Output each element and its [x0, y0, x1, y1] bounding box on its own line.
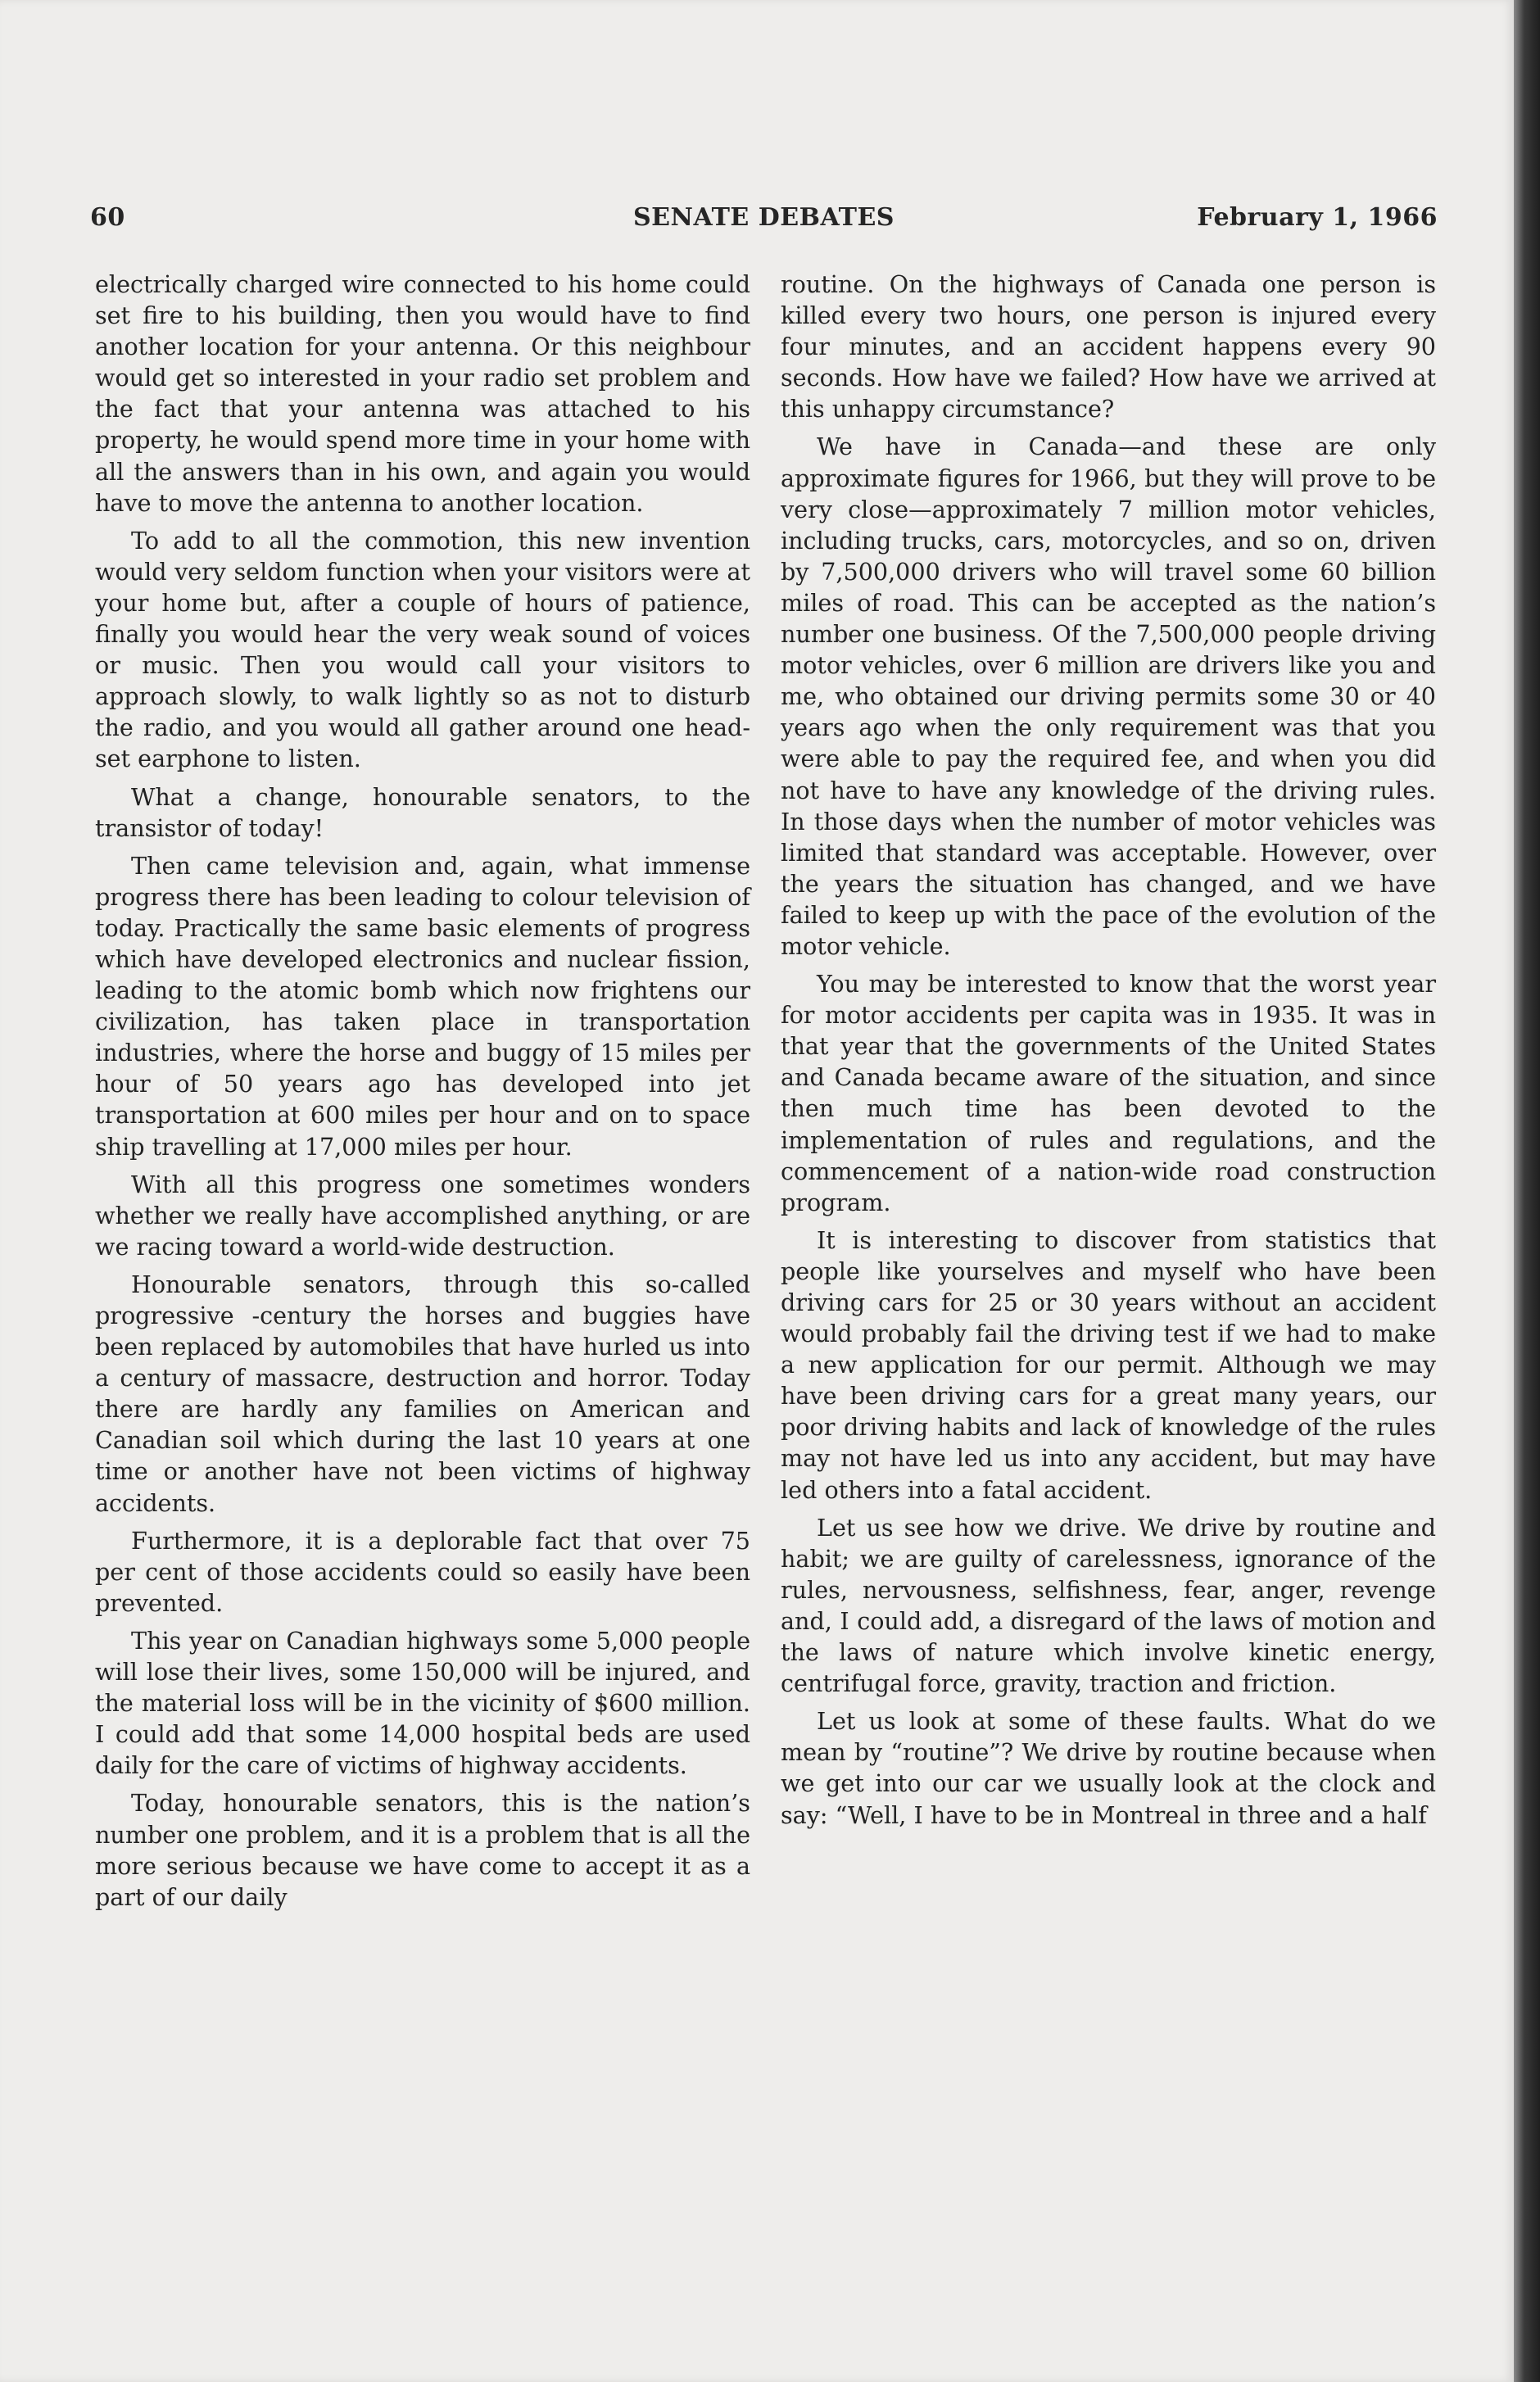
paragraph: This year on Canadian highways some 5,000 people will lose their lives, some 150,000 will be injured, and the material loss will be in the vicinity of $600 million. I could add that some 14,000 hospital beds are used daily for the care of victims of highway accidents.	[95, 1626, 750, 1780]
right-column	[781, 269, 1436, 1831]
paragraph: Furthermore, it is a deplorable fact that over 75 per cent of those accidents could so easily have been prevented.	[95, 1526, 750, 1617]
paragraph: routine. On the highways of Canada one person is killed every two hours, one person is injured every four minutes, and an accident happens every 90 seconds. How have we failed? How have we arrived at this unhappy circumstance?	[781, 270, 1436, 423]
publication-title: SENATE DEBATES	[633, 203, 895, 232]
page-number: 60	[90, 203, 125, 232]
binding-edge	[1514, 0, 1540, 2382]
page-header	[90, 203, 1438, 236]
left-column	[95, 269, 750, 1913]
paragraph: You may be interested to know that the worst year for motor accidents per capita was in 1935. It was in that year that the governments of the United States and Canada became aware of the situation, and since then much time has been devoted to the implementation of rules and regulations, and the commencement of a nation-wide road construction program.	[781, 970, 1436, 1216]
paragraph: electrically charged wire connected to his home could set fire to his building, then you would have to find another location for your antenna. Or this neighbour would get so interested in your radio set problem and the fact that your antenna was attached to his property, he would spend more time in your home with all the answers than in his own, and again you would have to move the antenna to another location.	[95, 270, 750, 517]
paragraph: Let us look at some of these faults. What do we mean by “routine”? We drive by routine because when we get into our car we usually look at the clock and say: “Well, I have to be in Montreal in three and a half	[781, 1707, 1436, 1829]
paragraph: Let us see how we drive. We drive by routine and habit; we are guilty of carelessness, ignorance of the rules, nervousness, selfishness, fear, anger, revenge and, I could add, a disregard of the laws of motion and the laws of nature which involve kinetic energy, centrifugal force, gravity, traction and friction.	[781, 1513, 1436, 1698]
paragraph: What a change, honourable senators, to the transistor of today!	[95, 782, 750, 842]
publication-date: February 1, 1966	[1197, 203, 1438, 232]
paragraph: With all this progress one sometimes wonders whether we really have accomplished anything, or are we racing toward a world-wide destruction.	[95, 1170, 750, 1261]
paragraph: Honourable senators, through this so-called progressive -century the horses and buggies have been replaced by automobiles that have hurled us into a century of massacre, destruction and horror. Today there are hardly any families on American and Canadian soil which during the last 10 years at one time or another have not been victims of highway accidents.	[95, 1270, 750, 1517]
paragraph: Then came television and, again, what immense progress there has been leading to colour television of today. Practically the same basic elements of progress which have developed electronics and nuclear fission, leading to the atomic bomb which now frightens our civilization, has taken place in transportation industries, where the horse and buggy of 15 miles per hour of 50 years ago has developed into jet transportation at 600 miles per hour and on to space ship travelling at 17,000 miles per hour.	[95, 851, 750, 1161]
paragraph: It is interesting to discover from statistics that people like yourselves and myself who have been driving cars for 25 or 30 years without an accident would probably fail the driving test if we had to make a new application for our permit. Although we may have been driving cars for a great many years, our poor driving habits and lack of knowledge of the rules may not have led us into any accident, but may have led others into a fatal accident.	[781, 1225, 1436, 1504]
paragraph: We have in Canada—and these are only approximate figures for 1966, but they will prove to be very close—approximately 7 million motor vehicles, including trucks, cars, motorcycles, and so on, driven by 7,500,000 drivers who will travel some 60 billion miles of road. This can be accepted as the nation’s number one business. Of the 7,500,000 people driving motor vehicles, over 6 million are drivers like you and me, who obtained our driving permits some 30 or 40 years ago when the only requirement was that you were able to pay the required fee, and when you did not have to have any knowledge of the driving rules. In those days when the number of motor vehicles was limited that standard was acceptable. However, over the years the situation has changed, and we have failed to keep up with the pace of the evolution of the motor vehicle.	[781, 432, 1436, 960]
paragraph: To add to all the commotion, this new invention would very seldom function when your visitors were at your home but, after a couple of hours of patience, finally you would hear the very weak sound of voices or music. Then you would call your visitors to approach slowly, to walk lightly so as not to disturb the radio, and you would all gather around one head-set earphone to listen.	[95, 526, 750, 773]
paragraph: Today, honourable senators, this is the nation’s number one problem, and it is a problem that is all the more serious because we have come to accept it as a part of our daily	[95, 1789, 750, 1911]
